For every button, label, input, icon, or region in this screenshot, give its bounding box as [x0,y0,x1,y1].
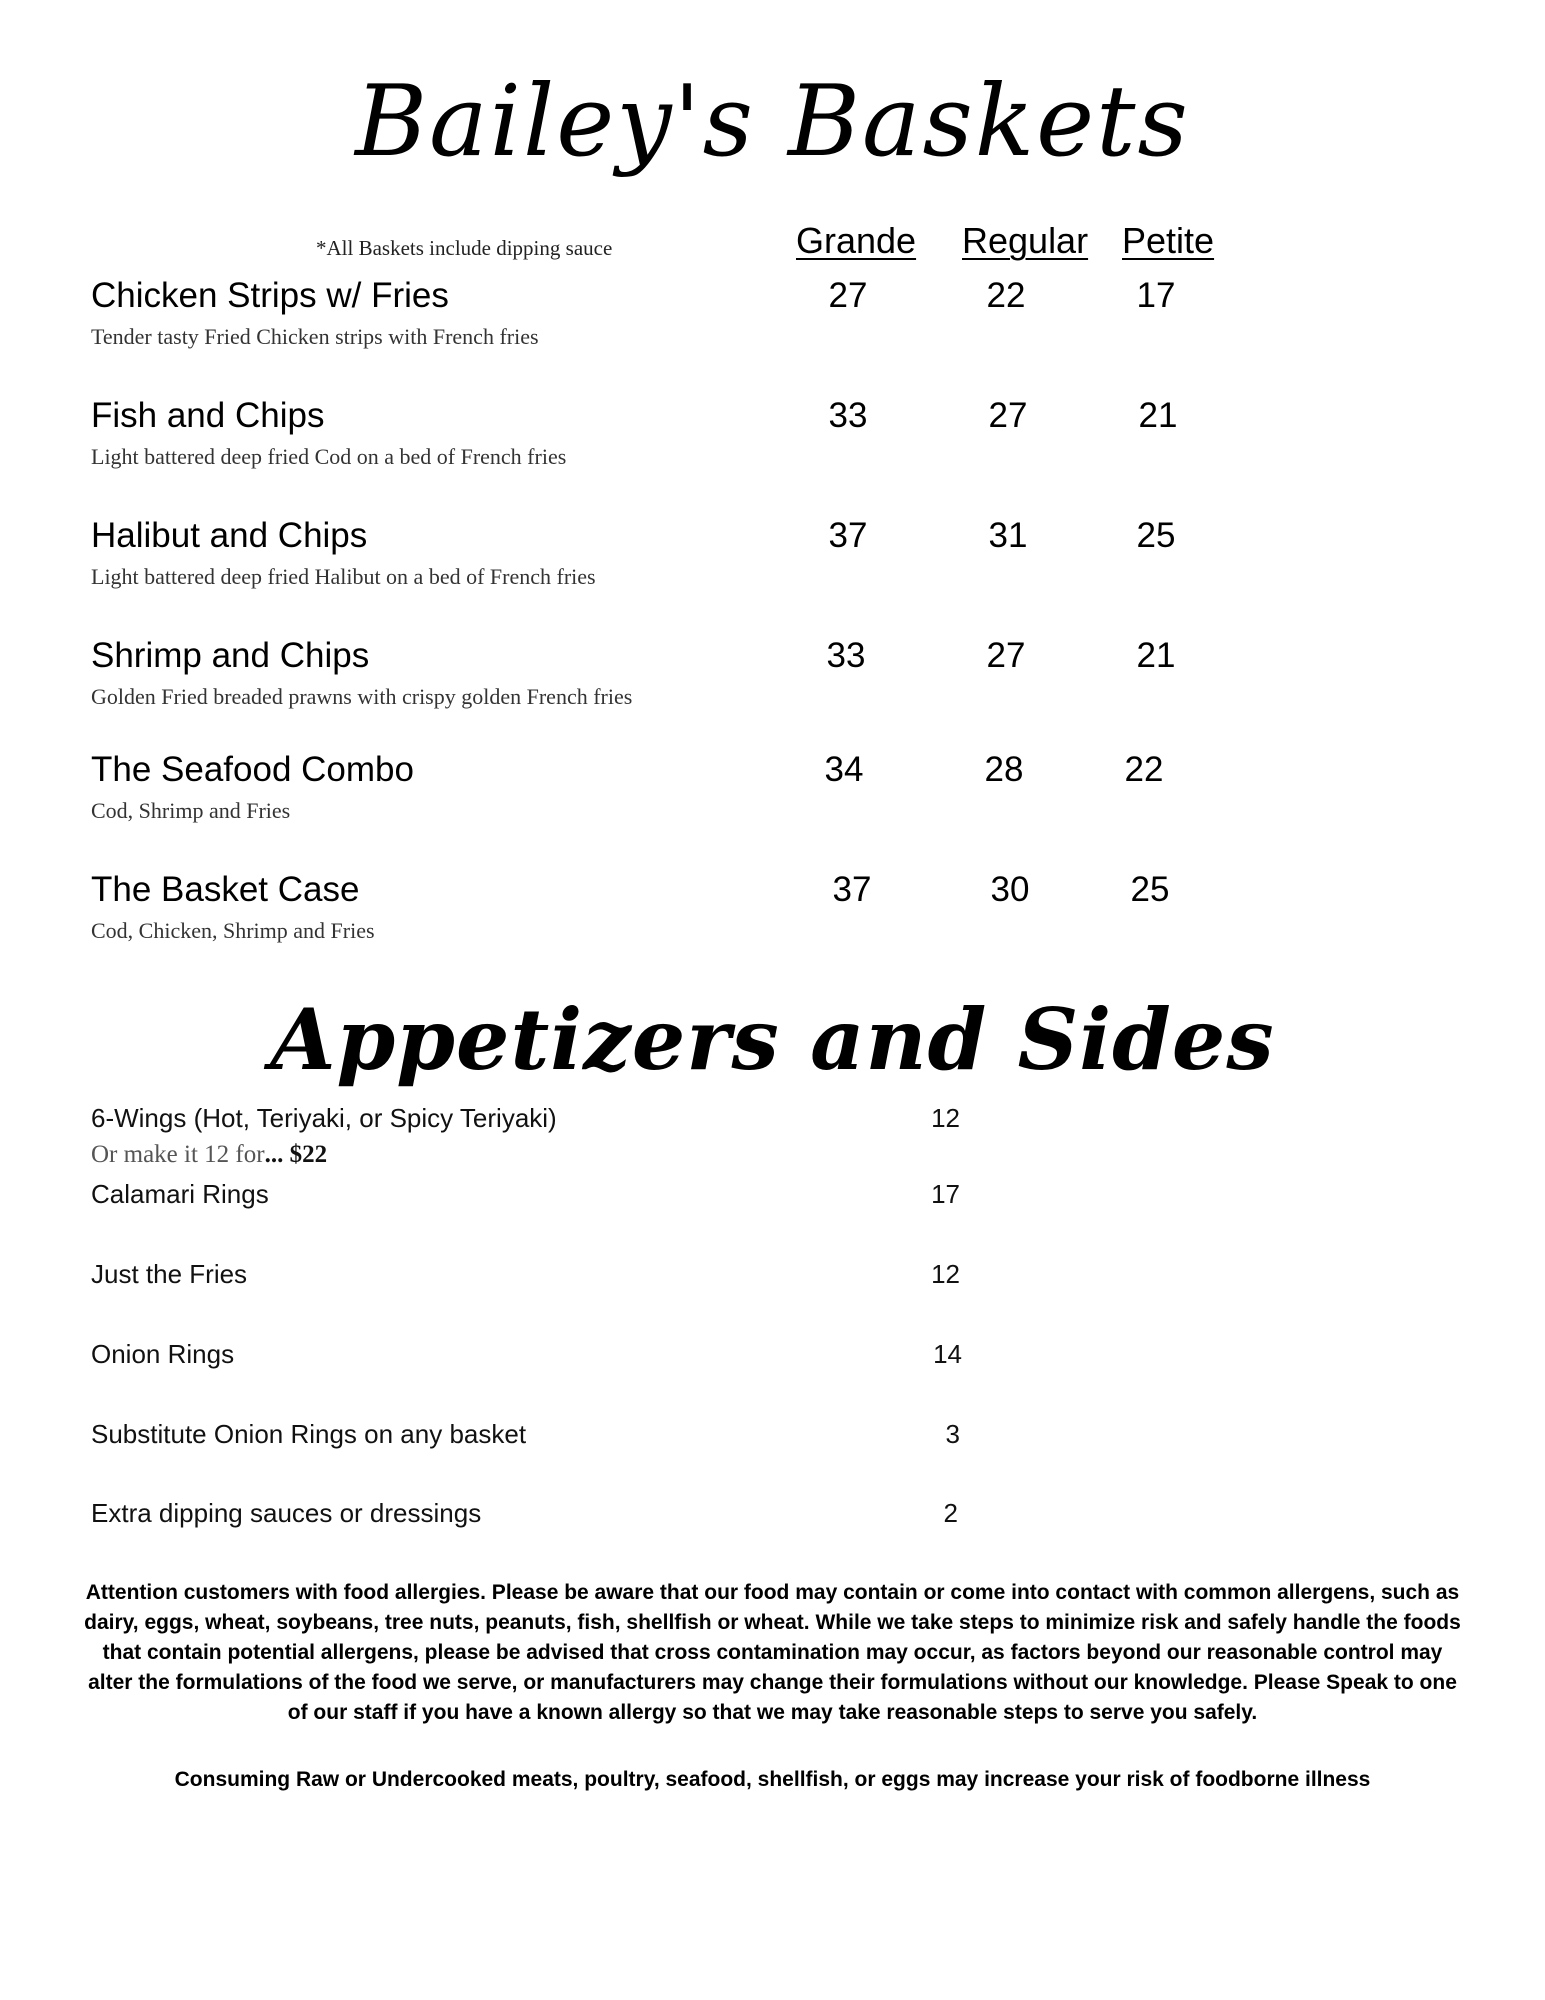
baskets-note: *All Baskets include dipping sauce [316,236,613,260]
item-name: Fish and Chips [91,396,325,435]
item-description: Cod, Chicken, Shrimp and Fries [91,918,375,943]
price-regular: 28 [984,750,1024,789]
wings-upsell-price: ... $22 [264,1141,328,1168]
wings-upsell-text: Or make it 12 for [91,1141,265,1168]
price-petite: 21 [1136,636,1176,675]
price-grande: 34 [824,750,864,789]
item-name: Shrimp and Chips [91,636,370,675]
price-grande: 27 [828,276,868,315]
item-name: Chicken Strips w/ Fries [91,276,449,315]
item-price: 17 [931,1179,960,1209]
item-description: Light battered deep fried Halibut on a bed of French fries [91,564,596,589]
price-regular: 27 [988,396,1028,435]
item-name: Calamari Rings [91,1179,269,1209]
item-price: 2 [943,1498,958,1528]
item-description: Tender tasty Fried Chicken strips with French fries [91,324,539,349]
item-description: Golden Fried breaded prawns with crispy golden French fries [91,684,633,709]
item-description: Cod, Shrimp and Fries [91,798,291,823]
price-regular: 22 [986,276,1026,315]
appetizers-title: Appetizers and Sides [270,990,1275,1089]
column-header-petite: Petite [1122,220,1215,261]
price-petite: 22 [1124,750,1164,789]
price-grande: 37 [832,870,872,909]
item-description: Light battered deep fried Cod on a bed of French fries [91,444,567,469]
price-regular: 27 [986,636,1026,675]
raw-food-warning: Consuming Raw or Undercooked meats, poultry, seafood, shellfish, or eggs may increase your risk of foodborne illness [174,1768,1371,1791]
item-name: The Seafood Combo [91,750,414,789]
item-name: 6-Wings (Hot, Teriyaki, or Spicy Teriyaki) [91,1103,557,1133]
price-petite: 25 [1130,870,1170,909]
item-name: Halibut and Chips [91,516,368,555]
item-name: Just the Fries [91,1259,248,1289]
item-price: 3 [945,1419,960,1449]
item-price: 12 [931,1259,960,1289]
column-header-regular: Regular [962,220,1089,261]
price-petite: 21 [1138,396,1178,435]
allergy-notice: Attention customers with food allergies. Please be aware that our food may contain or come into contact with common allergens, such as dairy, eggs, wheat, soybeans, tree nuts, peanuts, fish, shellfish or wheat. While we take steps to minimize risk and safely handle the foods that contain potential allergens, please be advised that cross contamination may occur, as factors beyond our reasonable control may alter the formulations of the food we serve, or manufacturers may change their formulations without our knowledge. Please Speak to one of our staff if you have a known allergy so that we may take reasonable steps to serve you safely. [84,1581,1461,1724]
item-name: The Basket Case [91,870,360,909]
item-price: 12 [931,1103,960,1133]
price-grande: 33 [826,636,866,675]
item-name: Substitute Onion Rings on any basket [91,1419,527,1449]
wings-upsell-note [91,1140,327,1170]
item-name: Extra dipping sauces or dressings [91,1498,482,1528]
item-price: 14 [933,1339,962,1369]
item-name: Onion Rings [91,1339,235,1369]
price-grande: 37 [828,516,868,555]
price-petite: 25 [1136,516,1176,555]
column-header-grande: Grande [796,220,917,261]
price-regular: 31 [988,516,1028,555]
menu-title: Bailey's Baskets [355,65,1190,179]
price-petite: 17 [1136,276,1176,315]
price-regular: 30 [990,870,1030,909]
price-grande: 33 [828,396,868,435]
